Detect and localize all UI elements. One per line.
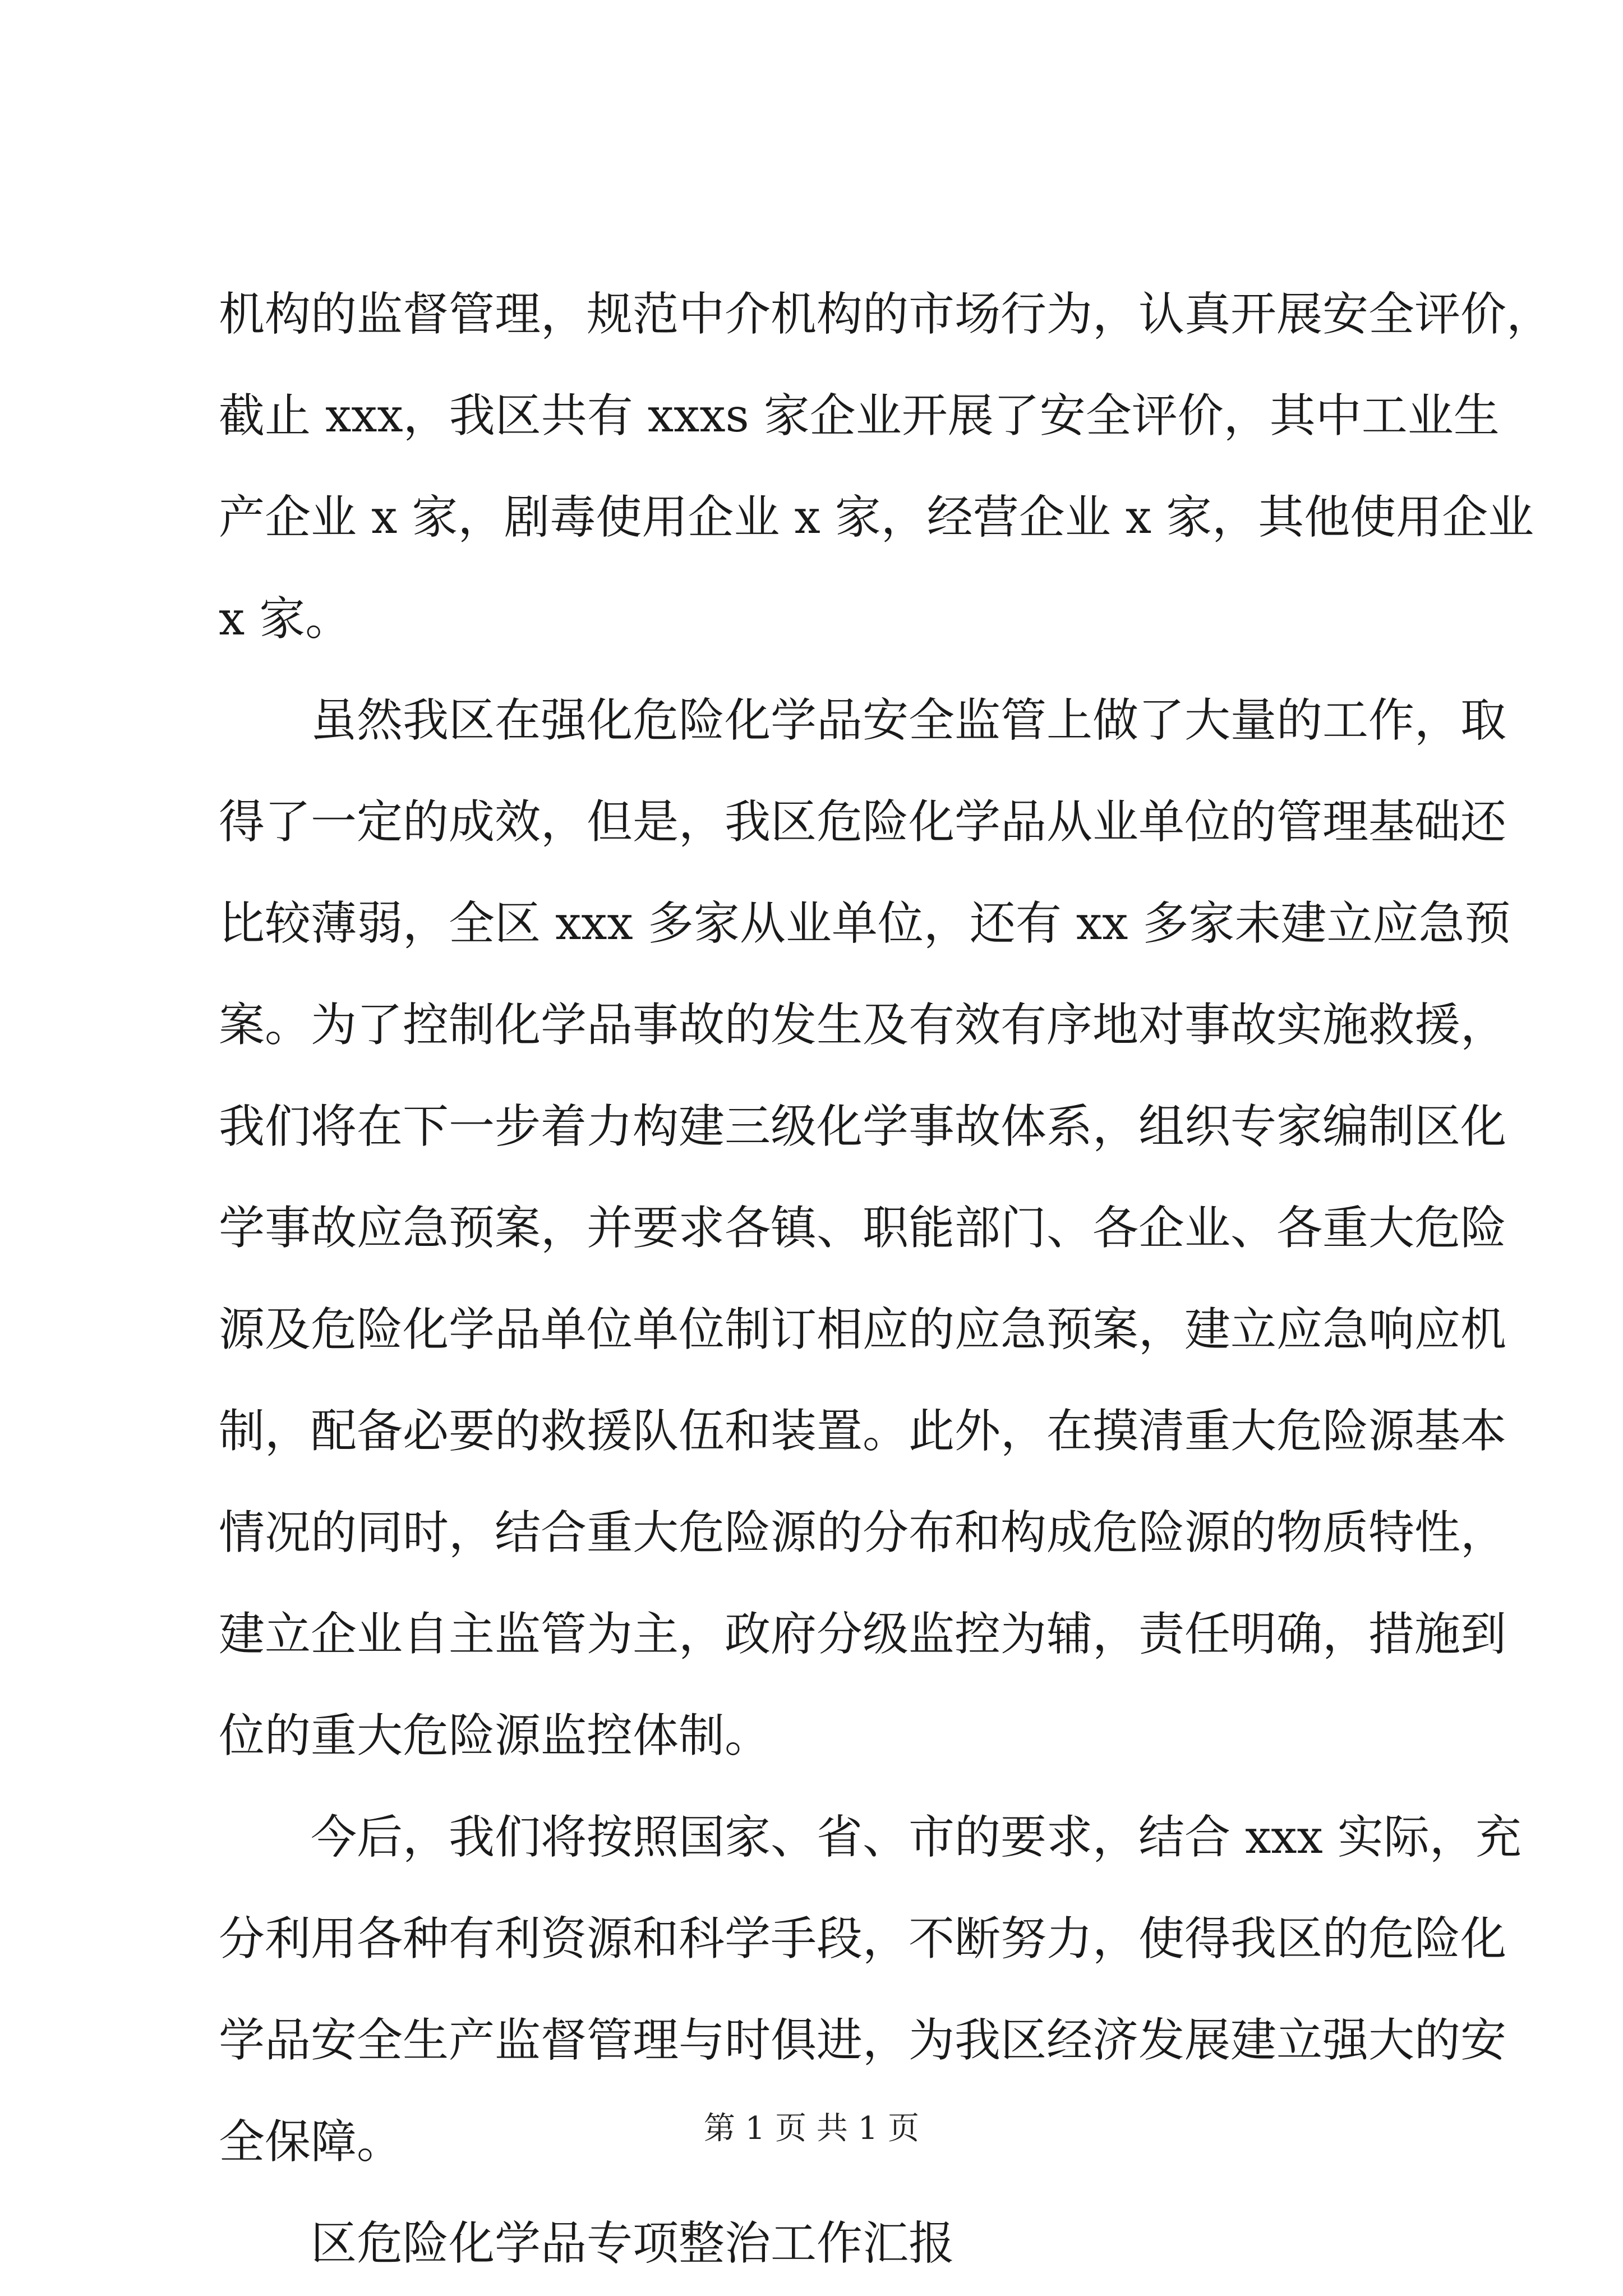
text-line: 截止 xxx，我区共有 xxxs 家企业开展了安全评价，其中工业生 bbox=[219, 389, 1500, 443]
text-line: 学事故应急预案，并要求各镇、职能部门、各企业、各重大危险 bbox=[219, 1202, 1507, 1255]
text-line: 今后，我们将按照国家、省、市的要求，结合 xxx 实际，充 bbox=[311, 1811, 1521, 1864]
text-line: 我们将在下一步着力构建三级化学事故体系，组织专家编制区化 bbox=[219, 1100, 1507, 1153]
text-line: 学品安全生产监督管理与时俱进，为我区经济发展建立强大的安 bbox=[219, 2014, 1507, 2067]
text-line: 产企业 x 家，剧毒使用企业 x 家，经营企业 x 家，其他使用企业 bbox=[219, 491, 1534, 544]
text-line: 全保障。 bbox=[219, 2115, 403, 2169]
text-line: 位的重大危险源监控体制。 bbox=[219, 1709, 771, 1763]
text-line: 案。为了控制化学品事故的发生及有效有序地对事故实施救援， bbox=[219, 999, 1507, 1052]
paragraph bbox=[219, 264, 1553, 670]
text-line: 机构的监督管理，规范中介机构的市场行为，认真开展安全评价， bbox=[219, 288, 1553, 341]
text-line: 情况的同时，结合重大危险源的分布和构成危险源的物质特性， bbox=[219, 1506, 1507, 1559]
paragraph bbox=[219, 2193, 1433, 2294]
text-line: 得了一定的成效，但是，我区危险化学品从业单位的管理基础还 bbox=[219, 795, 1507, 849]
paragraph bbox=[219, 670, 1511, 1787]
text-line: 源及危险化学品单位单位制订相应的应急预案，建立应急响应机 bbox=[219, 1303, 1507, 1356]
text-line: 制，配备必要的救援队伍和装置。此外，在摸清重大危险源基本 bbox=[219, 1405, 1507, 1458]
text-line: x 家。 bbox=[219, 592, 352, 646]
page-footer: 第 1 页 共 1 页 bbox=[703, 2110, 920, 2147]
report-title: 区危险化学品专项整治工作汇报 bbox=[311, 2217, 955, 2270]
text-line: 建立企业自主监管为主，政府分级监控为辅，责任明确，措施到 bbox=[219, 1608, 1507, 1661]
text-line: 虽然我区在强化危险化学品安全监管上做了大量的工作，取 bbox=[311, 694, 1507, 747]
document-body bbox=[219, 264, 1553, 2294]
text-line: 比较薄弱，全区 xxx 多家从业单位，还有 xx 多家未建立应急预 bbox=[219, 897, 1511, 950]
text-line: 分利用各种有利资源和科学手段，不断努力，使得我区的危险化 bbox=[219, 1912, 1507, 1966]
